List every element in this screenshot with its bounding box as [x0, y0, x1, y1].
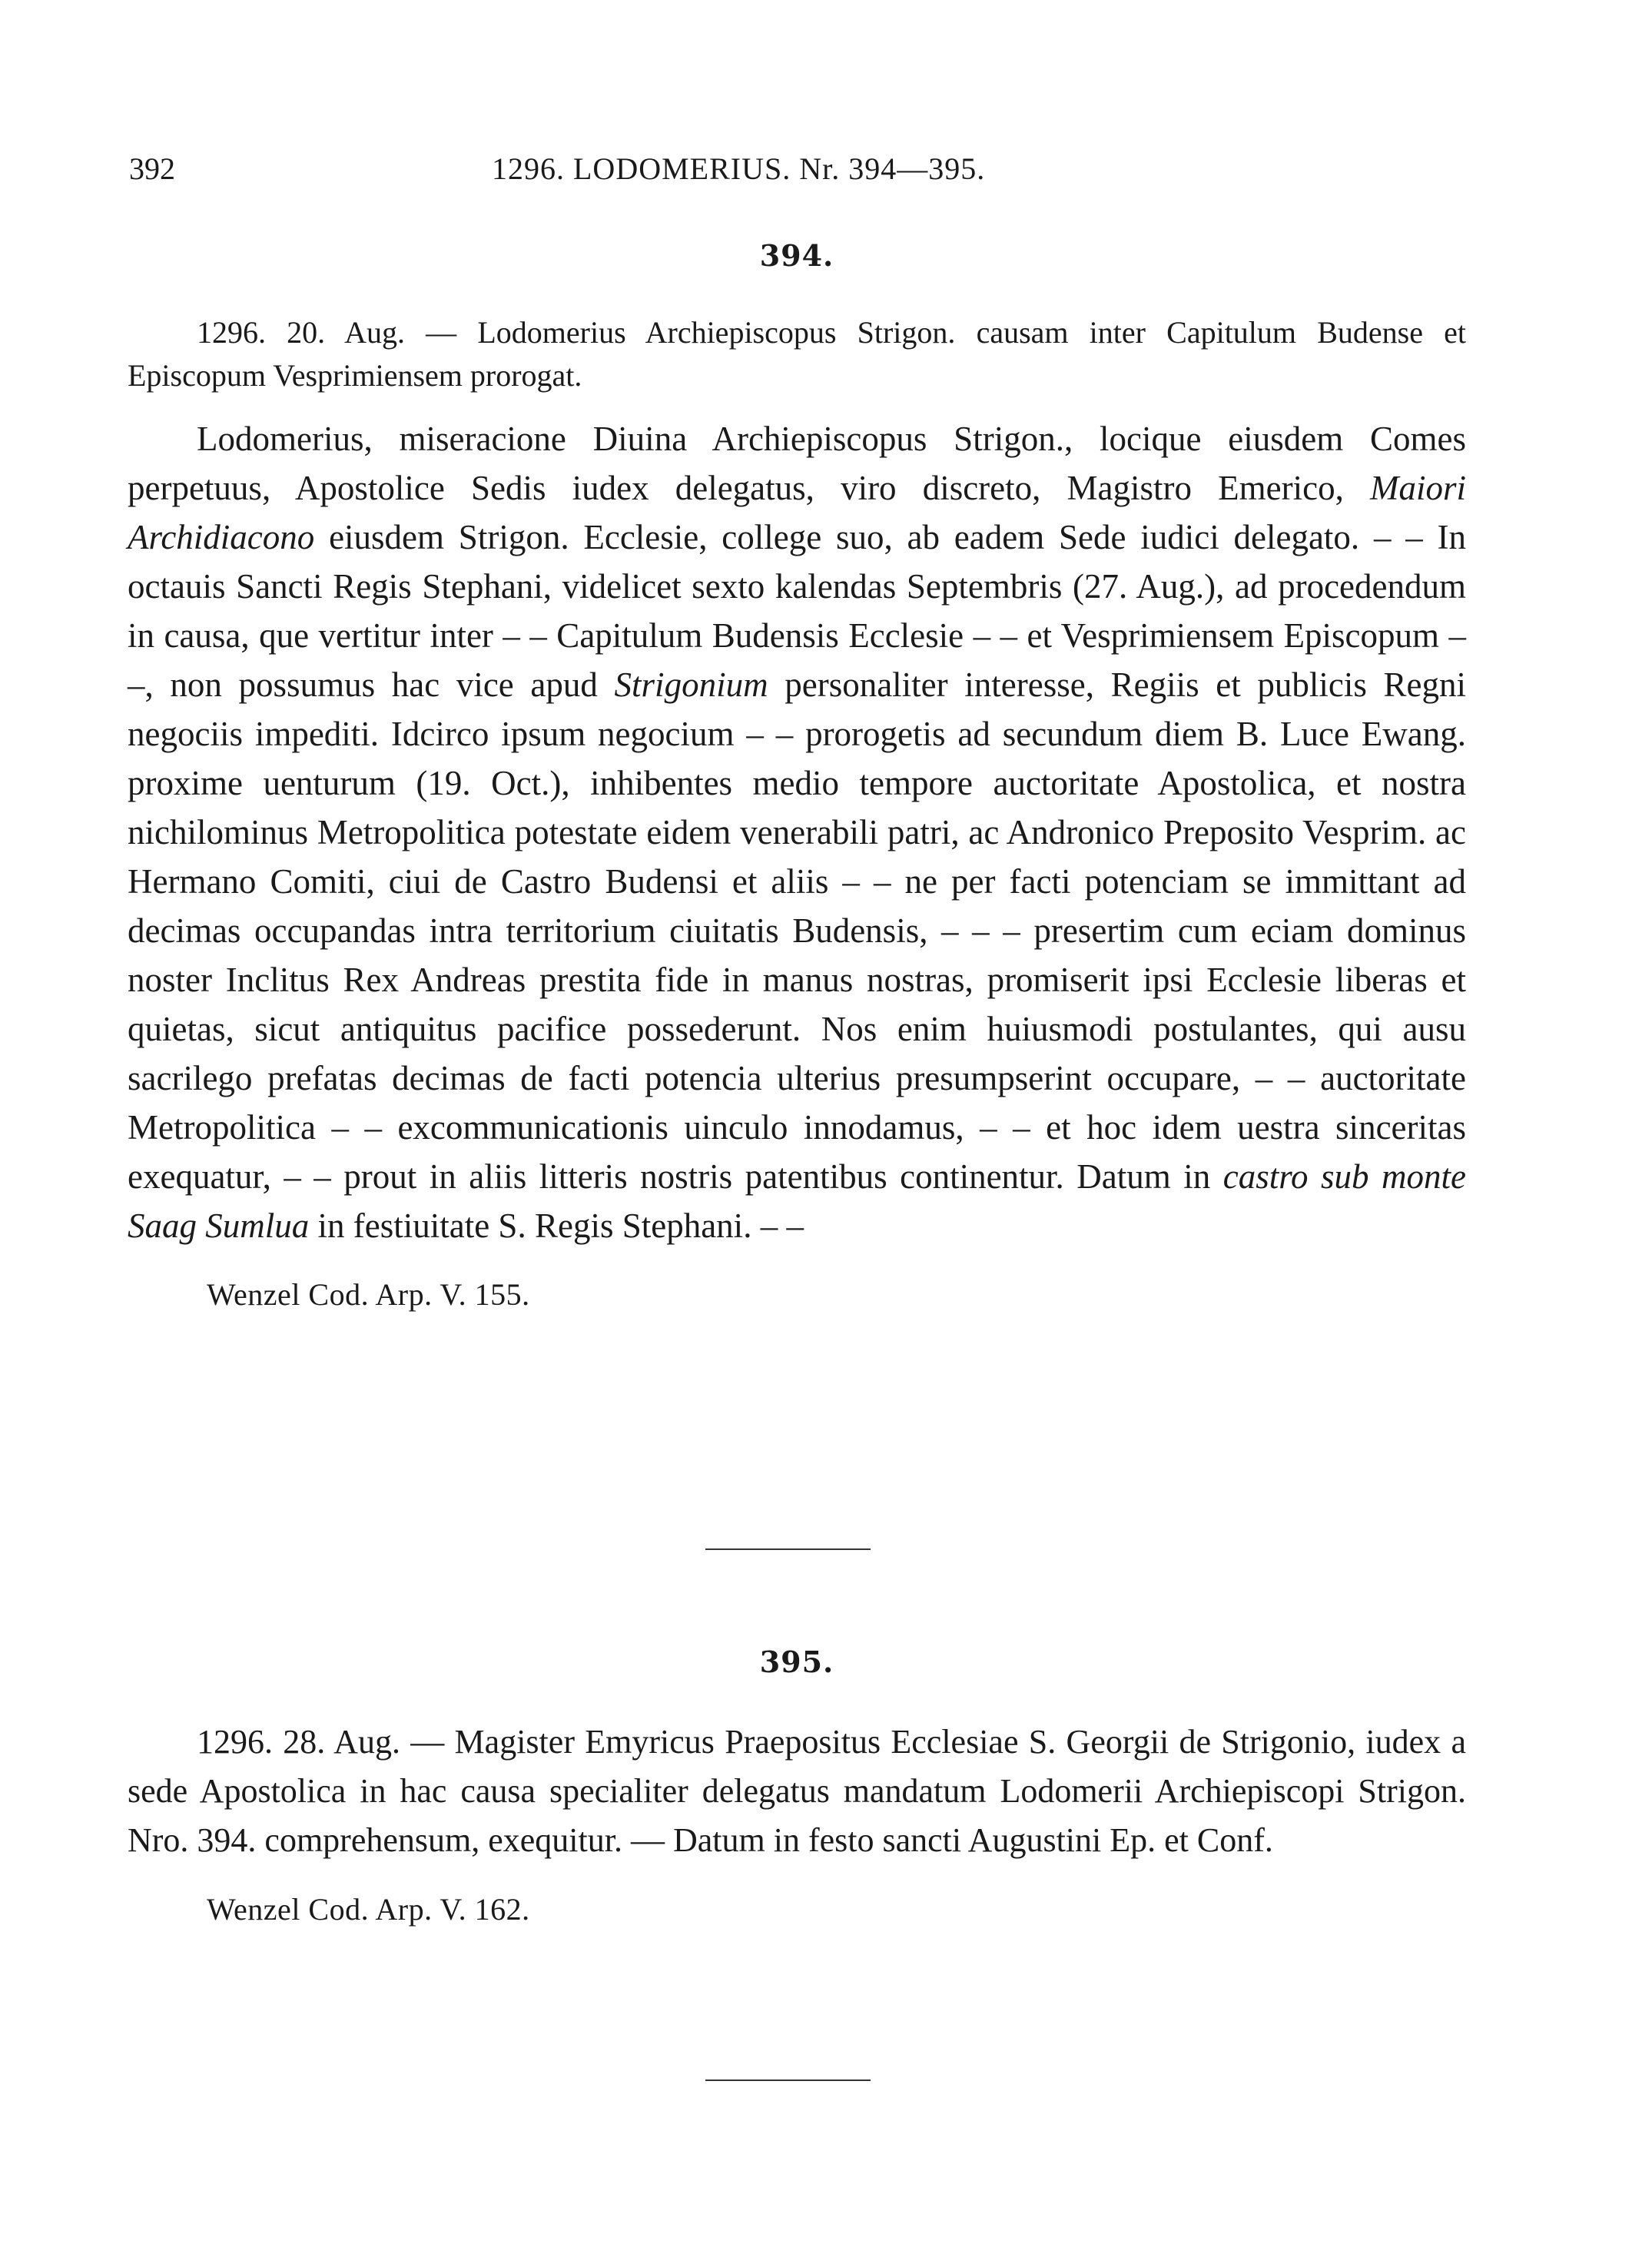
source-citation: Wenzel Cod. Arp. V. 162. [207, 1892, 530, 1927]
document-394 [128, 238, 1466, 1313]
running-title: 1296. LODOMERIUS. Nr. 394—395. [492, 151, 986, 186]
section-divider [705, 1548, 871, 1550]
body-text-part: eiusdem Strigon. Ecclesie, college suo, ab eadem Sede iudici delegato. – – In octauis Sancti Regis Stephani, videlicet sexto kalendas Septembris (27. Aug.), ad procedendum in causa, que vertitur inter – – Capitulum Budensis Ecclesie – – et Vesprimiensem Episcopum – –, non possumus hac vice apud [128, 518, 1466, 704]
body-italic-part: Maiori Archidiacono [128, 469, 1467, 556]
body-italic-part: Strigonium [614, 665, 768, 704]
regest-summary: 1296. 20. Aug. — Lodomerius Archiepiscopus Strigon. causam inter Capitulum Budense et Episcopum Vesprimiensem prorogat. [128, 315, 1466, 393]
body-text-part: Lodomerius, miseracione Diuina Archiepiscopus Strigon., locique eiusdem Comes perpetuus, Apostolice Sedis iudex delegatus, viro discreto, Magistro Emerico, [128, 420, 1466, 507]
page-number: 392 [129, 151, 175, 186]
document-number: 394. [759, 238, 834, 273]
regest-summary: 1296. 28. Aug. — Magister Emyricus Praepositus Ecclesiae S. Georgii de Strigonio, iudex a sede Apostolica in hac causa specialiter delegatus mandatum Lodomerii Archiepiscopi Strigon. Nro. 394. comprehensum, exequitur. — Datum in festo sancti Augustini Ep. et Conf. [128, 1723, 1466, 1859]
document-body [128, 414, 1466, 1250]
body-text-part: in festiuitate S. Regis Stephani. – – [317, 1207, 804, 1245]
body-italic-part: castro sub monte Saag Sumlua [128, 1157, 1466, 1245]
source-citation: Wenzel Cod. Arp. V. 155. [207, 1277, 530, 1312]
document-number: 395. [759, 1645, 834, 1679]
section-divider [705, 2079, 871, 2081]
body-text-part: personaliter interesse, Regiis et publicis Regni negociis impediti. Idcirco ipsum negocium – – prorogetis ad secundum diem B. Luce Ewang. proxime uenturum (19. Oct.), inhibentes medio tempore auctoritate Apostolica, et nostra nichilominus Metropolitica potestate eidem venerabili patri, ac Andronico Preposito Vesprim. ac Hermano Comiti, ciui de Castro Budensi et aliis – – ne per facti potenciam se immittant ad decimas occupandas intra territorium ciuitatis Budensis, – – – presertim cum eciam dominus noster Inclitus Rex Andreas prestita fide in manus nostras, promiserit ipsi Ecclesie liberas et quietas, sicut antiquitus pacifice possederunt. Nos enim huiusmodi postulantes, qui ausu sacrilego prefatas decimas de facti potencia ulterius presumpserint occupare, – – auctoritate Metropolitica – – excommunicationis uinculo innodamus, – – et hoc idem uestra sinceritas exequatur, – – prout in aliis litteris nostris patentibus continentur. Datum in [128, 665, 1467, 1196]
document-395 [128, 1645, 1466, 1927]
running-head [0, 151, 1652, 197]
